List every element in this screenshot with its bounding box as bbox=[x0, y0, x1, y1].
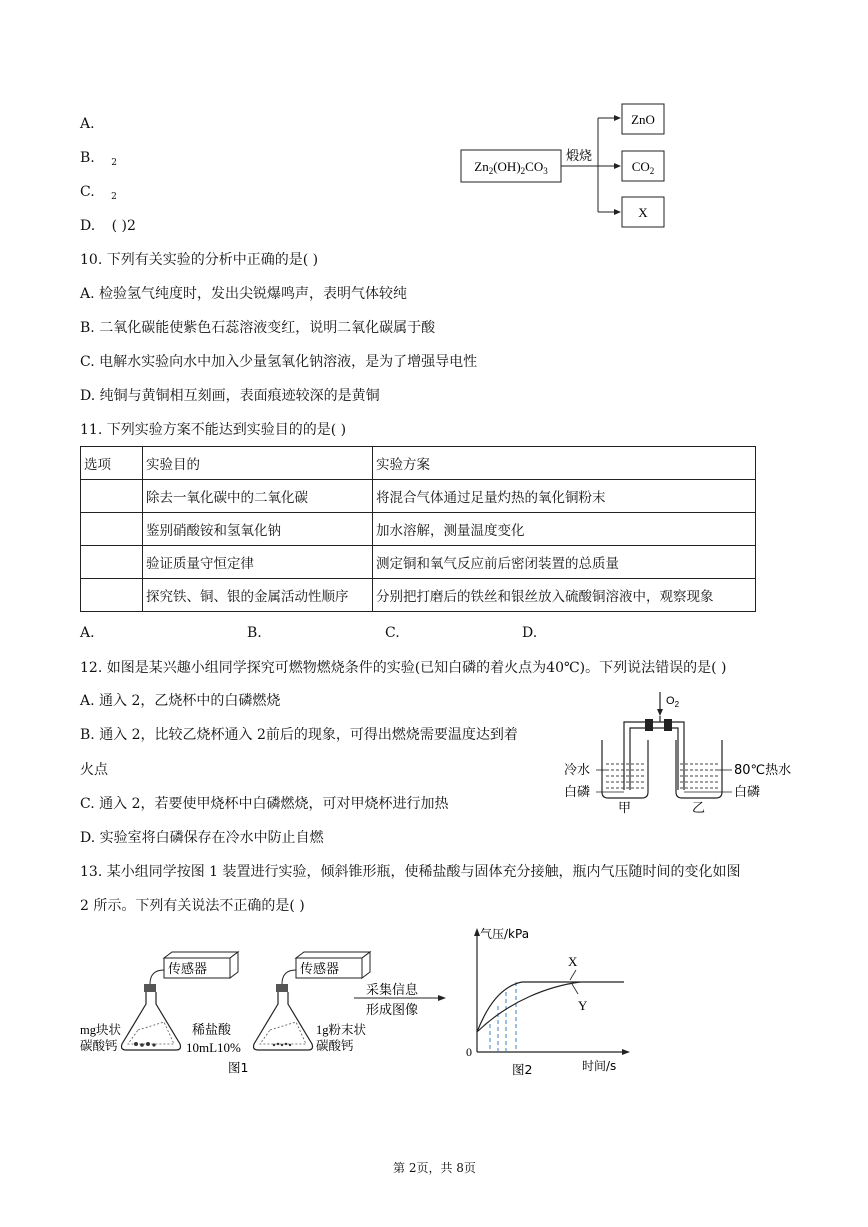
product-x: X bbox=[638, 205, 648, 220]
q9-option-b-letter: B. bbox=[80, 150, 95, 166]
table-header-cell: 实验目的 bbox=[143, 447, 373, 480]
page-footer: 第 2页，共 8页 bbox=[393, 1161, 476, 1175]
sensor-right-label: 传感器 bbox=[300, 962, 340, 977]
table-cell: 分别把打磨后的铁丝和银丝放入硫酸铜溶液中，观察现象 bbox=[373, 579, 756, 612]
q12-option-c: C. 通入 2，若要使甲烧杯中白磷燃烧，可对甲烧杯进行加热 bbox=[80, 796, 449, 812]
table-cell: 除去一氧化碳中的二氧化碳 bbox=[143, 480, 373, 513]
gas-label: $O_2$ bbox=[666, 695, 680, 709]
table-cell bbox=[81, 480, 143, 513]
solid-left-line1: mg块状 bbox=[80, 1023, 121, 1037]
table-header-row bbox=[81, 447, 756, 480]
q10-option-b: B. 二氧化碳能使紫色石蕊溶液变红，说明二氧化碳属于酸 bbox=[80, 320, 436, 336]
q9-option-c bbox=[80, 183, 117, 206]
solid-left-line2: 碳酸钙 bbox=[80, 1038, 118, 1053]
q9-reaction-diagram bbox=[458, 100, 678, 235]
q12-apparatus-figure bbox=[562, 690, 794, 815]
table-cell: 鉴别硝酸铵和氢氧化钠 bbox=[143, 513, 373, 546]
q13-figure2 bbox=[460, 920, 640, 1080]
q12-option-a: A. 通入 2，乙烧杯中的白磷燃烧 bbox=[80, 693, 281, 709]
table-row bbox=[81, 480, 756, 513]
beaker-jia-label: 甲 bbox=[618, 801, 632, 815]
q10-option-d: D. 纯铜与黄铜相互刻画，表面痕迹较深的是黄铜 bbox=[80, 388, 380, 404]
q10-option-a: A. 检验氢气纯度时，发出尖锐爆鸣声，表明气体较纯 bbox=[80, 286, 408, 302]
q12-option-b-cont: 火点 bbox=[80, 762, 108, 778]
q12-stem: 12. 如图是某兴趣小组同学探究可燃物燃烧条件的实验(已知白磷的着火点为40℃)。下列说法错误的是( ) bbox=[80, 660, 727, 676]
q9-option-a-letter: A. bbox=[80, 116, 95, 132]
curve-y-label: Y bbox=[578, 998, 588, 1013]
q9-option-b-text: 2 bbox=[111, 158, 117, 168]
q11-answer-a: A. bbox=[80, 625, 95, 641]
q11-answer-d: D. bbox=[522, 625, 538, 641]
figure2-ylabel: 气压/kPa bbox=[480, 927, 530, 941]
hot-water-label: 80℃热水 bbox=[734, 763, 792, 778]
product-co2: $CO_2$ bbox=[631, 159, 655, 176]
figure2-origin: 0 bbox=[466, 1045, 472, 1059]
table-cell: 测定铜和氧气反应前后密闭装置的总质量 bbox=[373, 546, 756, 579]
sensor-left-label: 传感器 bbox=[168, 962, 208, 977]
q12-option-b: B. 通入 2，比较乙烧杯通入 2前后的现象，可得出燃烧需要温度达到着 bbox=[80, 727, 518, 743]
q12-option-d: D. 实验室将白磷保存在冷水中防止自燃 bbox=[80, 830, 324, 846]
q9-option-c-letter: C. bbox=[80, 184, 95, 200]
solid-right-line1: 1g粉末状 bbox=[316, 1023, 367, 1037]
curve-y bbox=[477, 982, 580, 1032]
curve-x-label: X bbox=[568, 954, 578, 969]
reactant-formula: $Zn_2(OH)_2CO_3$ bbox=[474, 159, 548, 176]
q10-stem: 10. 下列有关实验的分析中正确的是( ) bbox=[80, 252, 319, 268]
q13-figure1 bbox=[78, 940, 458, 1080]
q13-stem-line1: 13. 某小组同学按图 1 装置进行实验，倾斜锥形瓶，使稀盐酸与固体充分接触，瓶内气压随时间的变化如图 bbox=[80, 864, 741, 880]
q11-answer-b: B. bbox=[247, 625, 262, 641]
arrow-label-line1: 采集信息 bbox=[366, 983, 419, 998]
solid-right-line2: 碳酸钙 bbox=[316, 1038, 354, 1053]
table-cell: 验证质量守恒定律 bbox=[143, 546, 373, 579]
table-cell: 探究铁、铜、银的金属活动性顺序 bbox=[143, 579, 373, 612]
table-row bbox=[81, 579, 756, 612]
white-phosphorus-right-label: 白磷 bbox=[734, 785, 761, 800]
table-cell bbox=[81, 579, 143, 612]
beaker-yi-label: 乙 bbox=[692, 801, 706, 815]
arrow-label-line2: 形成图像 bbox=[366, 1003, 419, 1018]
q13-stem-line2: 2 所示。下列有关说法不正确的是( ) bbox=[80, 898, 305, 914]
product-zno: ZnO bbox=[631, 112, 655, 127]
acid-line2: 10mL10% bbox=[186, 1040, 241, 1055]
q11-stem: 11. 下列实验方案不能达到实验目的的是( ) bbox=[80, 422, 347, 438]
reaction-condition: 煅烧 bbox=[566, 149, 593, 164]
table-cell bbox=[81, 513, 143, 546]
table-header-cell: 选项 bbox=[81, 447, 143, 480]
q10-option-c: C. 电解水实验向水中加入少量氢氧化钠溶液，是为了增强导电性 bbox=[80, 354, 478, 370]
table-cell bbox=[81, 546, 143, 579]
table-header-cell: 实验方案 bbox=[373, 447, 756, 480]
q9-option-d-letter: D. bbox=[80, 218, 96, 234]
cold-water-label: 冷水 bbox=[564, 763, 591, 778]
table-cell: 加水溶解，测量温度变化 bbox=[373, 513, 756, 546]
white-phosphorus-left-label: 白磷 bbox=[564, 785, 591, 800]
acid-line1: 稀盐酸 bbox=[192, 1023, 232, 1038]
table-row bbox=[81, 513, 756, 546]
figure2-xlabel: 时间/s bbox=[582, 1059, 617, 1073]
q11-answer-c: C. bbox=[385, 625, 400, 641]
q9-option-d-text: ( )2 bbox=[111, 218, 136, 234]
table-cell: 将混合气体通过足量灼热的氧化铜粉末 bbox=[373, 480, 756, 513]
q11-experiment-table bbox=[80, 446, 756, 612]
curve-x bbox=[477, 982, 624, 1032]
figure2-caption: 图2 bbox=[512, 1062, 533, 1077]
q9-option-d bbox=[80, 217, 136, 235]
q9-option-a bbox=[80, 115, 95, 133]
figure1-caption: 图1 bbox=[228, 1060, 249, 1075]
table-row bbox=[81, 546, 756, 579]
q9-option-c-text: 2 bbox=[111, 192, 117, 202]
q9-option-b bbox=[80, 149, 117, 172]
